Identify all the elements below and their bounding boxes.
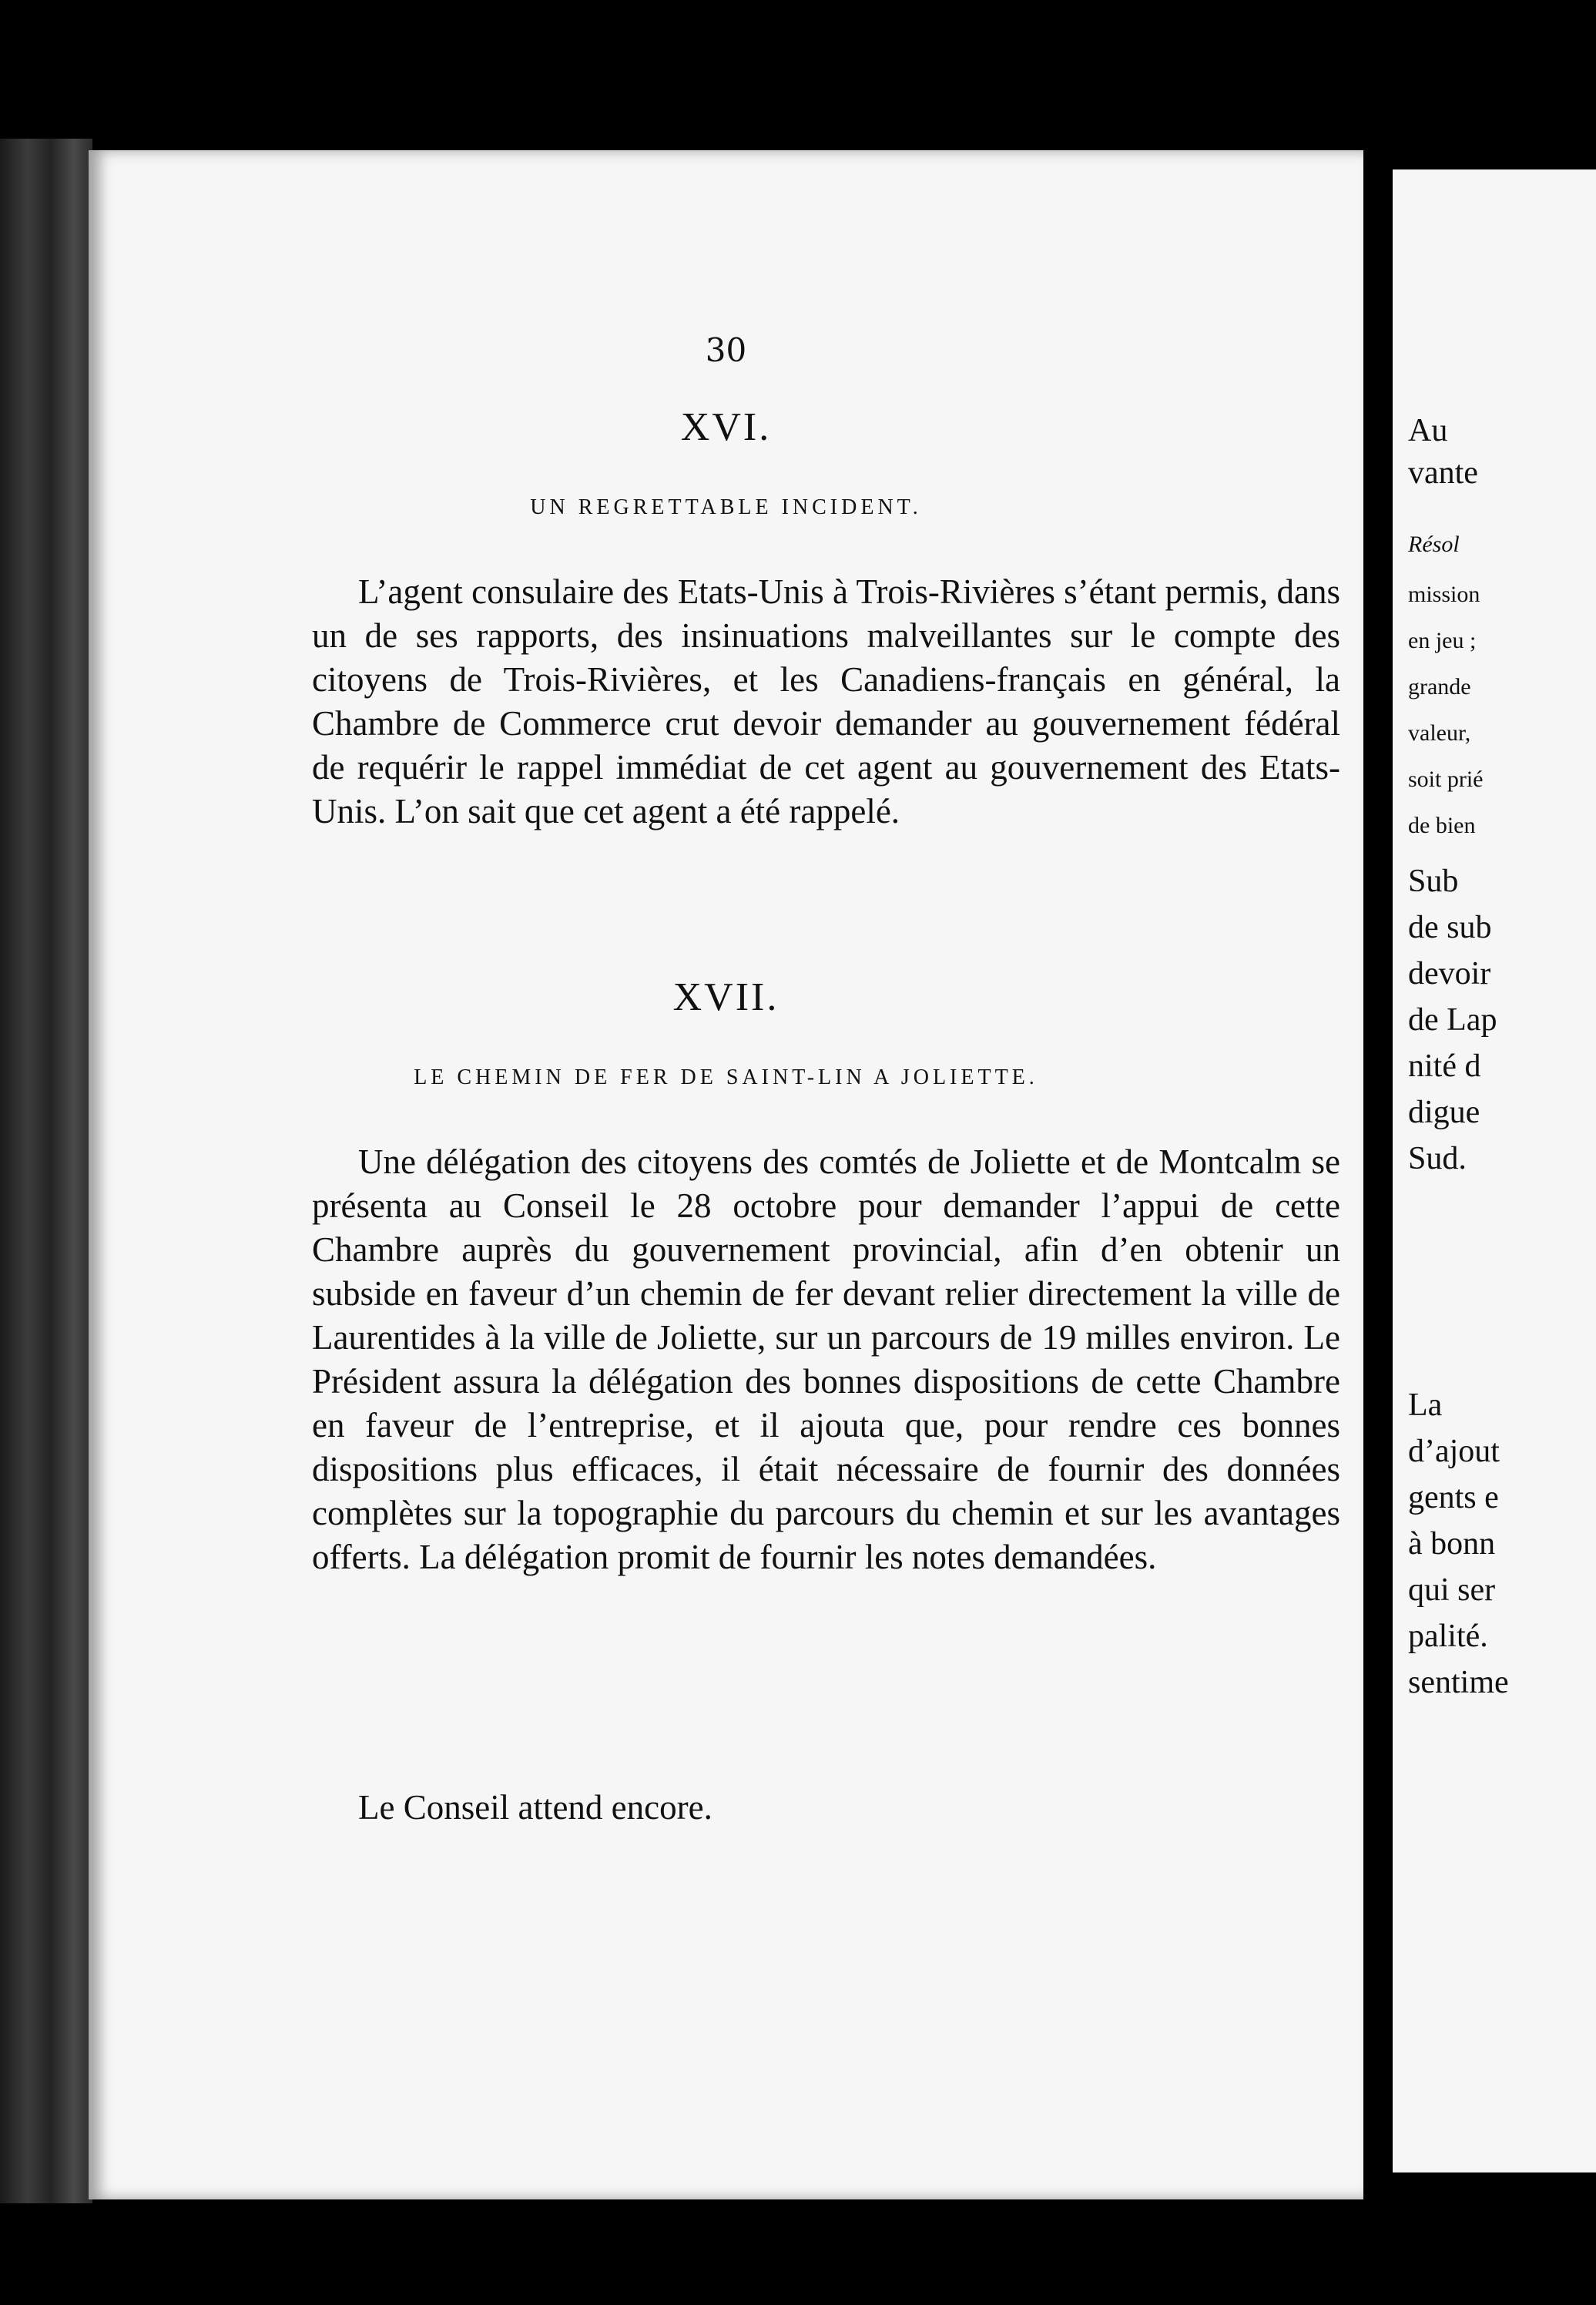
page-number: 30 — [705, 331, 747, 369]
right-page-line: Au — [1408, 413, 1448, 448]
right-page-line: La — [1408, 1387, 1443, 1423]
book-page-edges — [0, 139, 92, 2203]
section-xvi-paragraph: L’agent consulaire des Etats-Unis à Trois-Rivières s’étant permis, dans un de ses rapports, des insinuations malveillantes sur le compte des citoyens de Trois-Rivières, et les Canadiens-français en général, la Chambre de Commerce crut devoir demander au gouvernement fédéral de requérir le rappel immédiat de cet agent au gouvernement des Etats-Unis. L’on sait que cet agent a été rappelé. — [312, 572, 1340, 830]
right-page-line: valeur, — [1408, 720, 1471, 746]
right-page-line: à bonn — [1408, 1526, 1496, 1562]
right-page-line: grande — [1408, 674, 1471, 700]
section-xvii-numeral: XVII. — [672, 975, 780, 1019]
right-page-line: Résol — [1408, 532, 1460, 557]
section-xvii-closing: Le Conseil attend encore. — [358, 1788, 712, 1827]
right-page-line: de bien — [1408, 813, 1476, 838]
right-page-line: de sub — [1408, 910, 1492, 945]
right-page-line: vante — [1408, 455, 1478, 491]
right-page-line: Sub — [1408, 864, 1459, 899]
right-page-line: mission — [1408, 582, 1480, 607]
section-xvii-paragraph: Une délégation des citoyens des comtés de Joliette et de Montcalm se présenta au Conseil le 28 octobre pour demander l’appui de cette Chambre auprès du gouvernement provincial, afin d’en obtenir un subside en faveur d’un chemin de fer devant relier directement la ville de Laurentides à la ville de Joliette, sur un parcours de 19 milles environ. Le Président assura la délégation des bonnes dispositions de cette Chambre en faveur de l’entreprise, et il ajouta que, pour rendre ces bonnes dispositions plus efficaces, il était nécessaire de fournir des données complètes sur la topographie du parcours du chemin et sur les avantages offerts. La délégation promit de fournir les notes demandées. — [312, 1142, 1340, 1576]
right-page-line: qui ser — [1408, 1572, 1496, 1608]
right-page-line: Sud. — [1408, 1141, 1467, 1176]
right-page-line: sentime — [1408, 1665, 1509, 1700]
right-page-line: digue — [1408, 1095, 1480, 1130]
right-page-line: nité d — [1408, 1048, 1481, 1084]
right-page-line: de Lap — [1408, 1002, 1497, 1038]
right-page-line: d’ajout — [1408, 1434, 1500, 1469]
right-page-line: en jeu ; — [1408, 628, 1477, 653]
right-page-line: soit prié — [1408, 767, 1484, 792]
section-xvi-title: UN REGRETTABLE INCIDENT. — [530, 495, 922, 519]
right-page-line: devoir — [1408, 956, 1491, 991]
section-xvi-numeral: XVI. — [680, 405, 772, 449]
right-page-line: gents e — [1408, 1480, 1499, 1515]
right-page-fragment — [1393, 169, 1596, 2172]
left-page — [89, 150, 1363, 2199]
right-page-line: palité. — [1408, 1619, 1488, 1654]
section-xvii-title: LE CHEMIN DE FER DE SAINT-LIN A JOLIETTE. — [414, 1065, 1038, 1089]
